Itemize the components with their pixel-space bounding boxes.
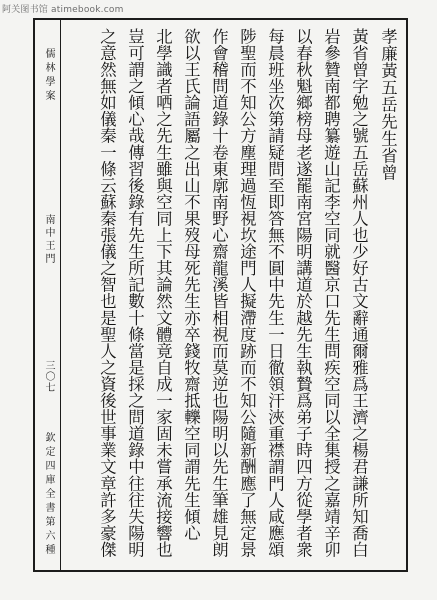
margin-divider-rule (60, 18, 61, 572)
text-column-8: 北學識者哂之先生雖與空同上下其論然文體竟自成一家固未嘗承流接響也 (153, 28, 173, 558)
section-title: 孝廉黃五岳先生省曾 (378, 28, 398, 181)
margin-page-number: 三〇七 (43, 360, 54, 393)
margin-book-title: 儒林學案 (43, 48, 54, 104)
margin-series-title: 欽定四庫全書第六種 (43, 432, 54, 558)
page-frame (33, 18, 408, 573)
watermark-text: 阿关图书馆 atimebook.com (2, 5, 124, 15)
right-border-rule (406, 18, 408, 572)
text-column-4: 每晨班坐次第請疑問至即答無不圓中先生一日徹領汗浹重襟謂門人咸應頌 (265, 28, 285, 558)
margin-section-name: 南中王門 (43, 214, 54, 266)
text-column-5: 陟聖而不知公方塵理過恆視坎途門人擬滯度跡而不知公隨新酬應了無定景 (237, 28, 257, 558)
top-border-rule (33, 18, 408, 20)
text-column-7: 欲以王氏論語屬之出山不果歿母死先生亦卒錢牧齋抵轢空同謂先生傾心 (181, 28, 201, 542)
text-column-9: 豈可謂之傾心哉傳習後錄有先生所記數十條當是採之問道錄中往往失陽明 (125, 28, 145, 558)
left-border-rule (33, 18, 35, 572)
text-column-1: 黃省曾字勉之號五岳蘇州人也少好古文辭通爾雅爲王濟之楊君謙所知喬白 (349, 28, 369, 558)
text-column-10: 之意然無如儀秦一條云蘇秦張儀之智也是聖人之資後世事業文章許多豪傑 (97, 28, 117, 558)
text-column-6: 作會稽問道錄十卷東廓南野心齋龍溪皆相視而莫逆也陽明以先生筆雄見朗 (209, 28, 229, 558)
text-column-2: 岩參贊南都聘纂遊山記李空同就醫京口先生問疾空同以全集授之嘉靖辛卯 (321, 28, 341, 558)
bottom-border-rule (33, 570, 408, 572)
text-column-3: 以春秋魁鄉榜母老遂罷南宮陽明講道於越先生執贄爲弟子時四方從學者衆 (293, 28, 313, 558)
